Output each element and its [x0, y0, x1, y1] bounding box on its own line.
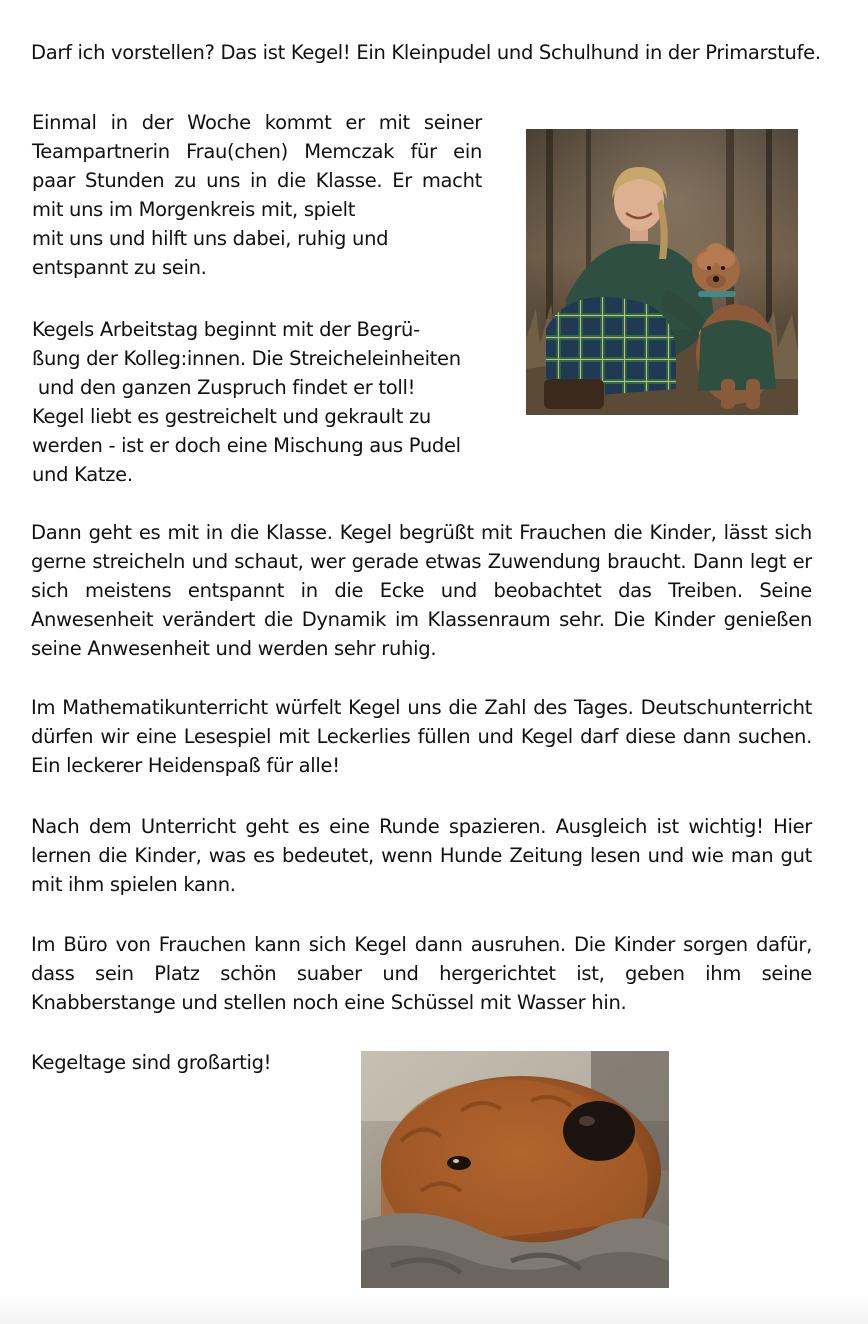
paragraph-line: Kegel liebt es gestreichelt und gekrault zu	[32, 405, 431, 428]
photo-woman-with-dog	[526, 129, 798, 415]
paragraph-line: mit uns im Morgenkreis mit, spielt	[32, 198, 356, 221]
paragraph-office: Im Büro von Frauchen kann sich Kegel dann ausruhen. Die Kinder sorgen dafür, dass sein Platz schön suaber und hergerichtet ist, geben ihm seine Knabberstange und stellen noch eine Schüssel mit Wasser hin.	[31, 933, 812, 1014]
paragraph-line: entspannt zu sein.	[32, 256, 207, 279]
paragraph-classroom: Dann geht es mit in die Klasse. Kegel begrüßt mit Frauchen die Kinder, lässt sich gerne streicheln und schaut, wer gerade etwas Zuwendung braucht. Dann legt er sich meistens entspannt in die Ecke und beobachtet das Treiben. Seine Anwesenheit verändert die Dynamik im Klassenraum sehr. Die Kinder genießen seine Anwesenheit und werden sehr ruhig.	[31, 521, 812, 660]
paragraph-line: werden - ist er doch eine Mischung aus Pudel	[32, 434, 461, 457]
paragraph-visit	[32, 108, 482, 282]
paragraph-lessons: Im Mathematikunterricht würfelt Kegel uns die Zahl des Tages. Deutschunterricht dürfen wir eine Lesespiel mit Leckerlies füllen und Kegel darf diese dann suchen. Ein leckerer Heidenspaß für alle!	[31, 696, 812, 777]
paragraph-line: und Katze.	[32, 463, 133, 486]
paragraph-workday	[32, 315, 482, 489]
page-bottom-edge	[0, 1296, 868, 1324]
paragraph-line: und den ganzen Zuspruch findet er toll!	[32, 376, 416, 399]
intro-paragraph: Darf ich vorstellen? Das ist Kegel! Ein Kleinpudel und Schulhund in der Primarstufe.	[31, 41, 821, 64]
closing-line: Kegeltage sind großartig!	[31, 1051, 272, 1074]
paragraph-line: paar Stunden zu uns in die Klasse. Er macht	[32, 169, 482, 192]
paragraph-line: mit uns und hilft uns dabei, ruhig und	[32, 227, 389, 250]
paragraph-walk: Nach dem Unterricht geht es eine Runde spazieren. Ausgleich ist wichtig! Hier lernen die Kinder, was es bedeutet, wenn Hunde Zeitung lesen und wie man gut mit ihm spielen kann.	[31, 815, 812, 896]
paragraph-line: ßung der Kolleg:innen. Die Streicheleinheiten	[32, 347, 461, 370]
paragraph-line: Teampartnerin Frau(chen) Memczak für ein	[32, 140, 482, 163]
paragraph-line: Kegels Arbeitstag beginnt mit der Begrü-	[32, 318, 420, 341]
photo-dog-closeup	[361, 1051, 669, 1288]
paragraph-line: Einmal in der Woche kommt er mit seiner	[32, 111, 482, 134]
